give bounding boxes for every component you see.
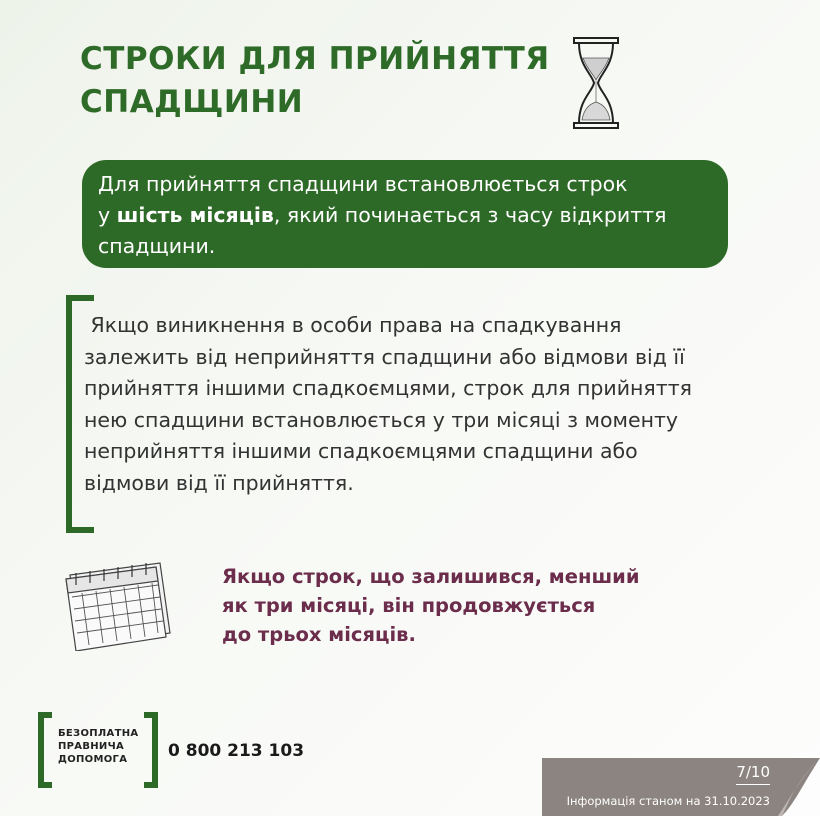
paragraph-line: Якщо виникнення в особи права на спадкування <box>84 313 622 337</box>
six-month-term-box <box>82 160 728 268</box>
page-title: СТРОКИ ДЛЯ ПРИЙНЯТТЯ СПАДЩИНИ <box>80 41 550 120</box>
paragraph-line: відмови від її прийняття. <box>84 470 354 495</box>
page-indicator: 7/10 <box>736 763 770 781</box>
logo-text: БЕЗОПЛАТНА ПРАВНИЧА ДОПОМОГА <box>58 728 139 765</box>
extension-note <box>222 562 722 649</box>
logo-left-bracket <box>38 712 52 788</box>
hourglass-icon <box>570 36 622 130</box>
page-curl-icon[interactable] <box>772 758 820 816</box>
info-date: Інформація станом на 31.10.2023 <box>566 794 770 808</box>
green-box-line1: Для прийняття спадщини встановлюється строк <box>98 172 628 196</box>
green-box-line2: у шість місяців, який починається з часу відкриття <box>98 203 667 227</box>
three-month-paragraph <box>84 310 774 499</box>
paragraph-line: прийняття іншими спадкоємцями, строк для прийняття <box>84 376 692 400</box>
green-box-line3: спадщини. <box>98 234 216 258</box>
footer-bar <box>542 758 820 816</box>
paragraph-line: нею спадщини встановлюється у три місяці з моменту <box>84 407 679 432</box>
note-line: до трьох місяців. <box>222 623 416 646</box>
hotline-phone[interactable]: 0 800 213 103 <box>168 741 305 761</box>
note-line: як три місяці, він продовжується <box>222 594 596 617</box>
note-line: Якщо строк, що залишився, менший <box>222 565 640 588</box>
calendar-icon <box>62 555 176 651</box>
free-legal-aid-logo <box>38 712 158 788</box>
logo-right-bracket <box>144 712 158 788</box>
paragraph-line: залежить від неприйняття спадщини або відмови від її <box>84 344 685 369</box>
page-underline <box>736 784 770 785</box>
paragraph-line: неприйняття іншими спадкоємцями спадщини або <box>84 439 638 463</box>
six-months-emphasis: шість місяців <box>116 203 274 227</box>
